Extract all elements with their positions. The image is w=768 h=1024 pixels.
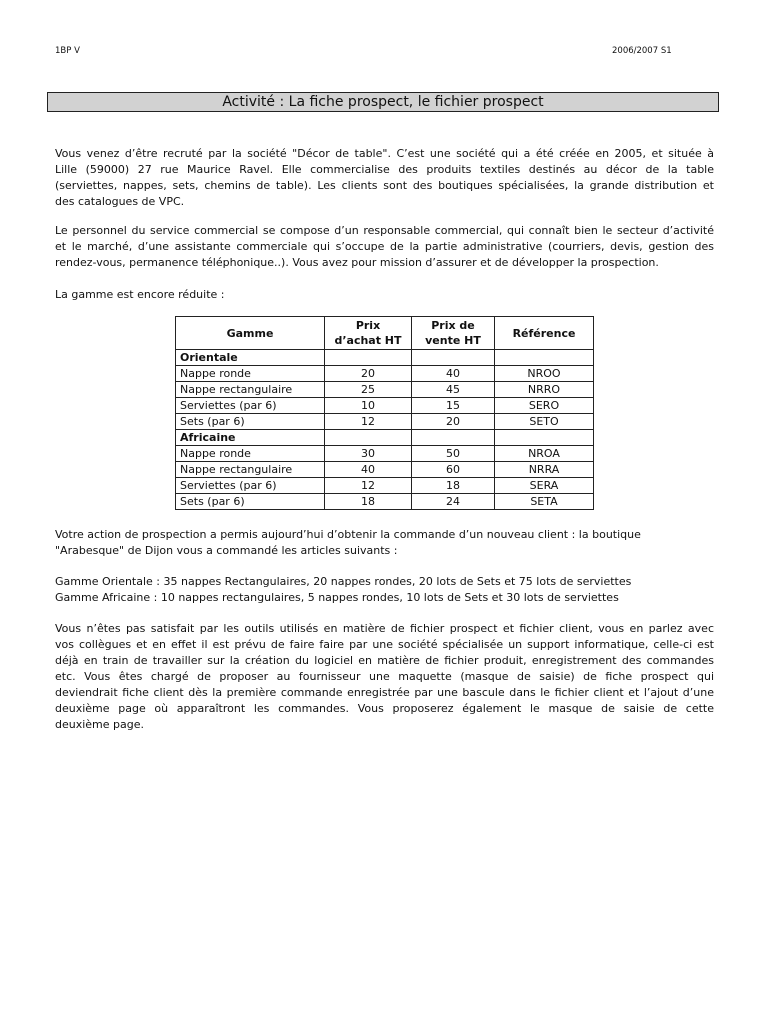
cell-reference: SERO: [495, 398, 594, 414]
paragraph-line: "Arabesque" de Dijon vous a commandé les articles suivants :: [55, 544, 398, 557]
cell-product: Sets (par 6): [176, 494, 325, 510]
cell-purchase-price: 12: [325, 414, 412, 430]
table-row: [176, 398, 594, 414]
paragraph-line: (serviettes, nappes, sets, chemins de table). Les clients sont des boutiques spécialisées, la grande distribution et: [55, 179, 714, 192]
page-title: Activité : La fiche prospect, le fichier prospect: [47, 92, 719, 112]
header-year-label: 2006/2007 S1: [612, 46, 672, 56]
cell-sale-price: 50: [412, 446, 495, 462]
paragraph-line: etc. Vous êtes chargé de proposer au fournisseur une maquette (masque de saisie) de fiche prospect qui: [55, 670, 714, 683]
group-row-orientale: [176, 350, 594, 366]
column-header-purchase-price: Prix d’achat HT: [325, 317, 412, 350]
order-intro-paragraph: [55, 527, 714, 559]
cell-sale-price: 45: [412, 382, 495, 398]
paragraph-line: rendez-vous, permanence téléphonique..). Vous avez pour mission d’assurer et de développer la prospection.: [55, 256, 659, 269]
staff-paragraph: [55, 223, 714, 271]
cell-product: Nappe ronde: [176, 366, 325, 382]
cell-sale-price: 60: [412, 462, 495, 478]
paragraph-line: vos collègues et en effet il est prévu de faire faire par une société spécialisée un support informatique, celle-ci est: [55, 638, 714, 651]
cell-purchase-price: 12: [325, 478, 412, 494]
task-paragraph: [55, 621, 714, 733]
column-header-gamme: Gamme: [176, 317, 325, 350]
cell-sale-price: 20: [412, 414, 495, 430]
paragraph-line: Le personnel du service commercial se compose d’un responsable commercial, qui connaît bien le secteur d’activité: [55, 224, 714, 237]
paragraph-line: deuxième page.: [55, 718, 145, 731]
cell-sale-price: 40: [412, 366, 495, 382]
cell-sale-price: 18: [412, 478, 495, 494]
cell-purchase-price: 40: [325, 462, 412, 478]
group-name: Orientale: [176, 350, 325, 366]
cell-reference: SERA: [495, 478, 594, 494]
cell-reference: SETA: [495, 494, 594, 510]
paragraph-line: Vous n’êtes pas satisfait par les outils utilisés en matière de fichier prospect et fichier client, vous en parlez avec: [55, 622, 714, 635]
paragraph-line: des catalogues de VPC.: [55, 195, 185, 208]
table-row: [176, 462, 594, 478]
paragraph-line: Vous venez d’être recruté par la société "Décor de table". C’est une société qui a été créée en 2005, et située à: [55, 147, 714, 160]
cell-product: Nappe ronde: [176, 446, 325, 462]
cell-reference: SETO: [495, 414, 594, 430]
cell-purchase-price: 20: [325, 366, 412, 382]
cell-product: Serviettes (par 6): [176, 478, 325, 494]
table-row: [176, 414, 594, 430]
cell-product: Nappe rectangulaire: [176, 382, 325, 398]
paragraph-line: deuxième page où apparaîtront les commandes. Vous proposerez également le masque de saisie de cette: [55, 702, 714, 715]
cell-purchase-price: 25: [325, 382, 412, 398]
range-intro-text: La gamme est encore réduite :: [55, 288, 225, 301]
table-row: [176, 494, 594, 510]
cell-purchase-price: 10: [325, 398, 412, 414]
intro-paragraph: [55, 146, 714, 210]
column-header-reference: Référence: [495, 317, 594, 350]
table-row: [176, 446, 594, 462]
paragraph-line: Lille (59000) 27 rue Maurice Ravel. Elle commercialise des produits textiles destinés au décor de la table: [55, 163, 714, 176]
product-range-table: [175, 316, 594, 510]
cell-purchase-price: 18: [325, 494, 412, 510]
table-row: [176, 366, 594, 382]
column-header-sale-price: Prix de vente HT: [412, 317, 495, 350]
order-details-paragraph: [55, 574, 714, 606]
cell-sale-price: 24: [412, 494, 495, 510]
cell-sale-price: 15: [412, 398, 495, 414]
cell-reference: NROO: [495, 366, 594, 382]
cell-reference: NRRA: [495, 462, 594, 478]
table-row: [176, 382, 594, 398]
cell-purchase-price: 30: [325, 446, 412, 462]
cell-product: Sets (par 6): [176, 414, 325, 430]
group-row-africaine: [176, 430, 594, 446]
cell-reference: NRRO: [495, 382, 594, 398]
cell-product: Nappe rectangulaire: [176, 462, 325, 478]
paragraph-line: Gamme Orientale : 35 nappes Rectangulaires, 20 nappes rondes, 20 lots de Sets et 75 lots de serviettes: [55, 575, 632, 588]
header-class-label: 1BP V: [55, 46, 80, 56]
paragraph-line: Votre action de prospection a permis aujourd’hui d’obtenir la commande d’un nouveau client : la boutique: [55, 528, 641, 541]
paragraph-line: Gamme Africaine : 10 nappes rectangulaires, 5 nappes rondes, 10 lots de Sets et 30 lots de serviettes: [55, 591, 619, 604]
table-header-row: [176, 317, 594, 350]
group-name: Africaine: [176, 430, 325, 446]
cell-product: Serviettes (par 6): [176, 398, 325, 414]
cell-reference: NROA: [495, 446, 594, 462]
paragraph-line: et le marché, d’une assistante commerciale qui s’occupe de la partie administrative (courriers, devis, gestion des: [55, 240, 714, 253]
paragraph-line: deviendrait fiche client dès la première commande enregistrée par une bascule dans le fichier client et l’ajout d’une: [55, 686, 714, 699]
paragraph-line: déjà en train de travailler sur la création du logiciel en matière de fichier produit, enregistrement des commandes: [55, 654, 714, 667]
table-row: [176, 478, 594, 494]
